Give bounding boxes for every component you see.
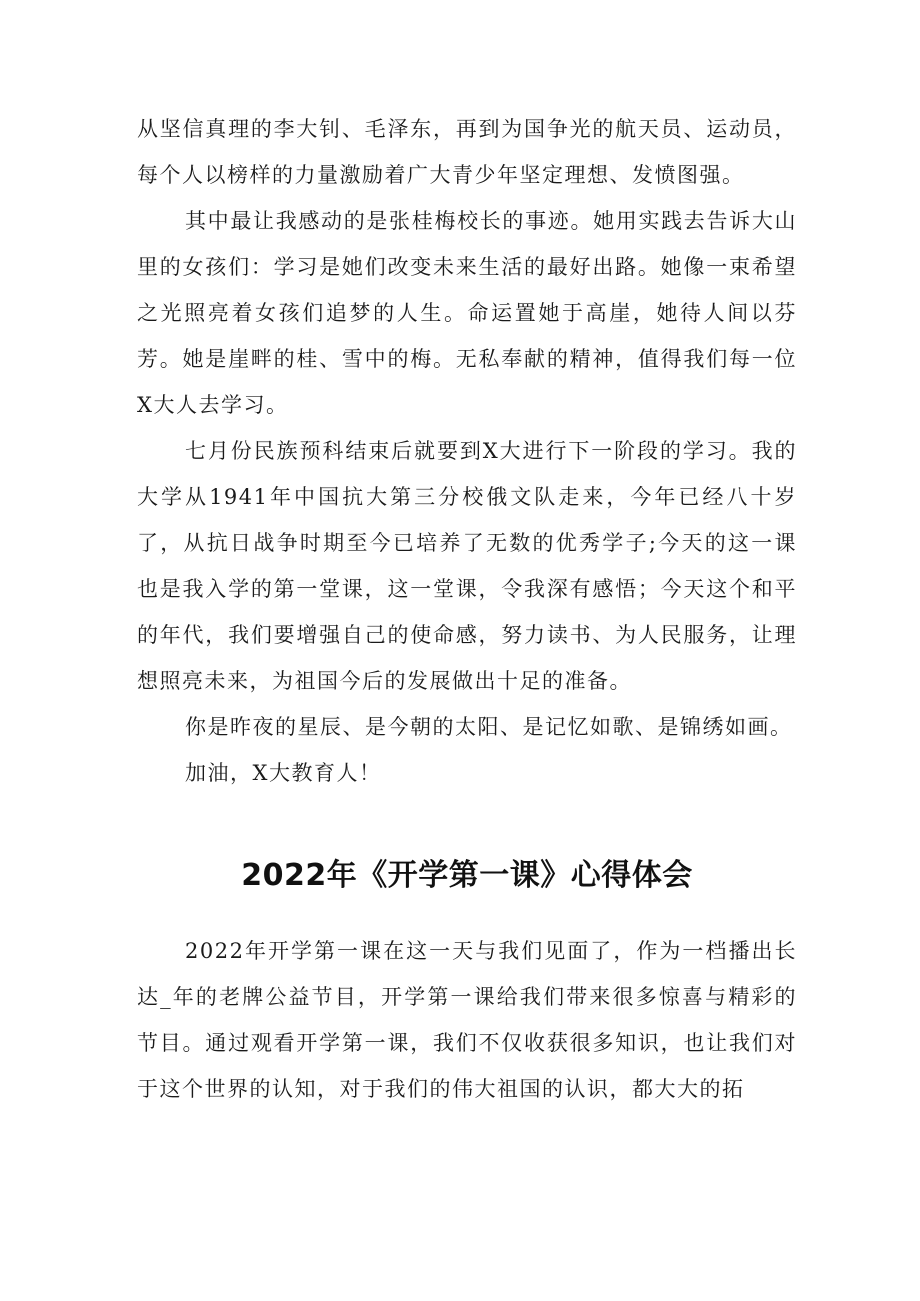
paragraph-cheer: 加油，X大教育人！	[185, 761, 382, 785]
paragraph-first-lesson: 2022年开学第一课在这一天与我们见面了，作为一档播出长达_年的老牌公益节目，开学第一课给我们带来很多惊喜与精彩的节目。通过观看开学第一课，我们不仅收获很多知识，也让我们对于这个世界的认知，对于我们的伟大祖国的认识，都大大的拓	[137, 939, 797, 1101]
paragraph-role-models: 从坚信真理的李大钊、毛泽东，再到为国争光的航天员、运动员，每个人以榜样的力量激励着广大青少年坚定理想、发愤图强。	[137, 117, 797, 187]
paragraph-stars-sun: 你是昨夜的星辰、是今朝的太阳、是记忆如歌、是锦绣如画。	[185, 715, 793, 739]
paragraph-zhang-guimei: 其中最让我感动的是张桂梅校长的事迹。她用实践去告诉大山里的女孩们：学习是她们改变未来生活的最好出路。她像一束希望之光照亮着女孩们追梦的人生。命运置她于高崖，她待人间以芬芳。她是崖畔的桂、雪中的梅。无私奉献的精神，值得我们每一位X大人去学习。	[137, 209, 797, 417]
section-title: 2022年《开学第一课》心得体会	[241, 858, 693, 893]
paragraph-university-history: 七月份民族预科结束后就要到X大进行下一阶段的学习。我的大学从1941年中国抗大第三分校俄文队走来，今年已经八十岁了，从抗日战争时期至今已培养了无数的优秀学子;今天的这一课也是我入学的第一堂课，这一堂课，令我深有感悟；今天这个和平的年代，我们要增强自己的使命感，努力读书、为人民服务，让理想照亮未来，为祖国今后的发展做出十足的准备。	[137, 439, 797, 693]
document-body	[137, 106, 797, 1112]
